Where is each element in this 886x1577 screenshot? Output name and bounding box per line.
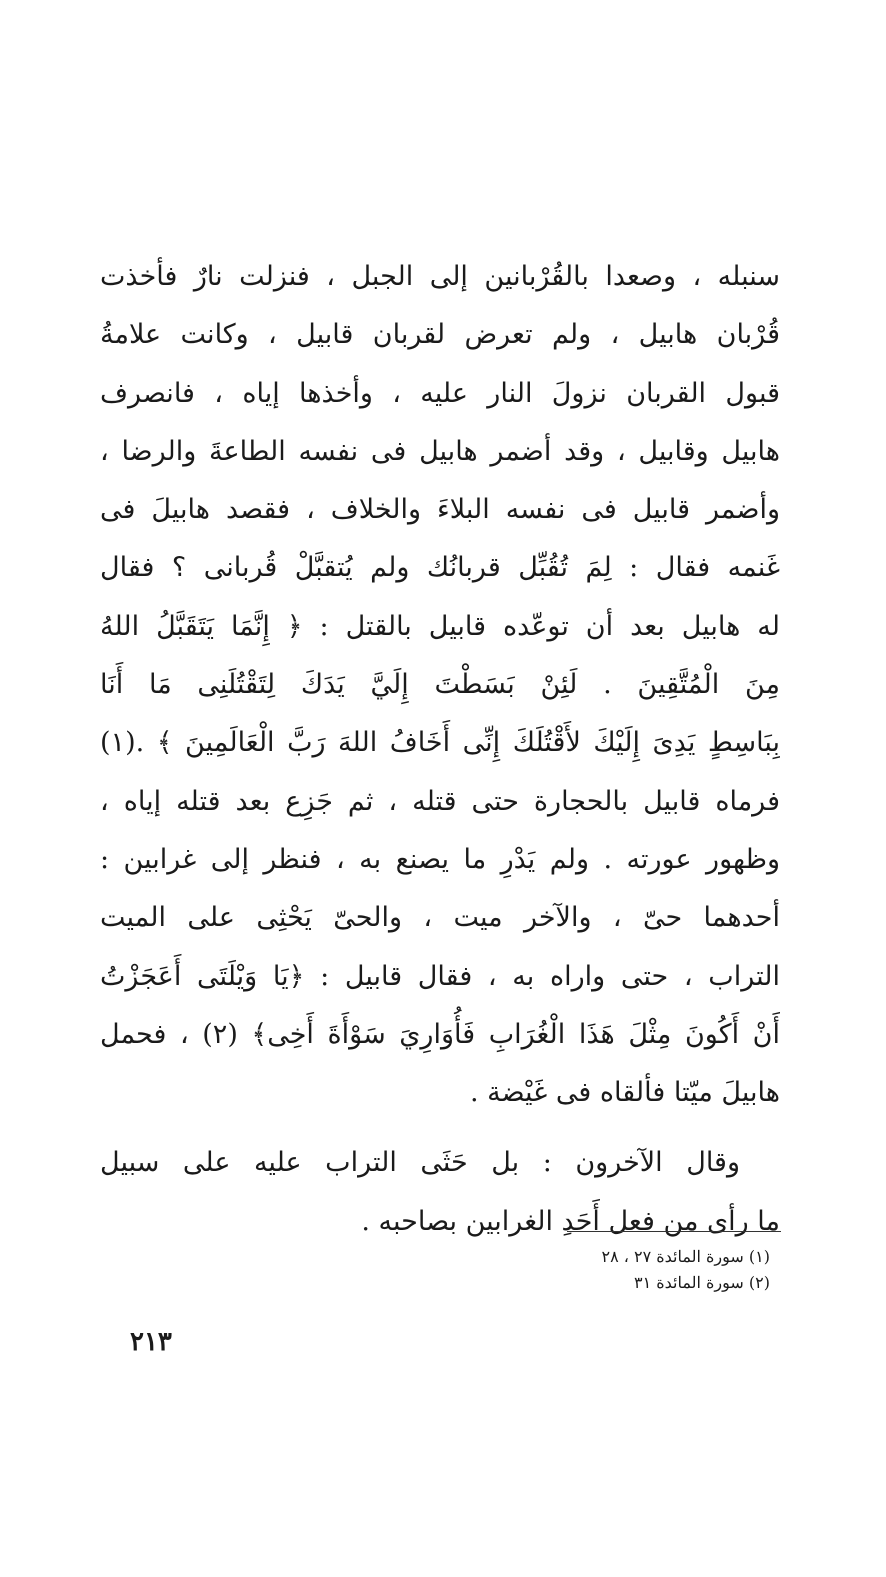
text-line: سنبله ، وصعدا بالقُرْبانين إلى الجبل ، فنزلت نارٌ فأخذت	[100, 261, 780, 292]
paragraph-2-line: وقال الآخرون : بل حَثَى التراب عليه على سبيل	[100, 1147, 740, 1179]
paragraph-2-line: ما رأى من فعل أَحَدِ الغرابين بصاحبه .	[361, 1205, 780, 1237]
text-line: أحدهما حىّ ، والآخر ميت ، والحىّ يَحْثِى على الميت	[100, 902, 780, 934]
text-line: غَنمه فقال : لِمَ تُقُبِّل قربانُك ولم يُتقبَّلْ قُربانى ؟ فقال	[100, 552, 780, 584]
text-line: فرماه قابيل بالحجارة حتى قتله ، ثم جَزِع بعد قتله إياه ،	[100, 785, 780, 817]
footnote-1: (١) سورة المائدة ٢٧ ، ٢٨	[601, 1247, 770, 1266]
quran-verse-line: له هابيل بعد أن توعّده قابيل بالقتل : ﴿ إِنَّمَا يَتَقَبَّلُ اللهُ	[100, 610, 780, 642]
text-line: وظهور عورته . ولم يَدْرِ ما يصنع به ، فنظر إلى غرابين :	[100, 843, 780, 875]
text-line: قُرْبان هابيل ، ولم تعرض لقربان قابيل ، وكانت علامةُ	[100, 319, 780, 351]
text-line: هابيلَ ميّتا فألقاه فى غَيْضة .	[469, 1077, 780, 1109]
quran-verse-line: أَنْ أَكُونَ مِثْلَ هَذَا الْغُرَابِ فَأُوَارِيَ سَوْأَةَ أَخِى﴾ (٢) ، فحمل	[100, 1018, 780, 1050]
text-line: هابيل وقابيل ، وقد أضمر هابيل فى نفسه الطاعةَ والرضا ،	[100, 435, 780, 467]
text-line: قبول القربان نزولَ النار عليه ، وأخذها إياه ، فانصرف	[100, 377, 780, 409]
footnote-2: (٢) سورة المائدة ٣١	[634, 1273, 770, 1292]
footnotes	[480, 1244, 770, 1296]
quran-verse-line: مِنَ الْمُتَّقِينَ . لَئِنْ بَسَطْتَ إِلَيَّ يَدَكَ لِتَقْتُلَنِى مَا أَنَا	[100, 669, 780, 701]
quran-verse-line: التراب ، حتى واراه به ، فقال قابيل : ﴿يَا وَيْلَتَى أَعَجَزْتُ	[100, 960, 780, 992]
page-number: ٢١٣	[130, 1327, 172, 1357]
footnote-divider	[567, 1231, 781, 1232]
text-line: وأضمر قابيل فى نفسه البلاءَ والخلاف ، فقصد هابيلَ فى	[100, 494, 780, 526]
quran-verse-line: بِبَاسِطٍ يَدِىَ إِلَيْكَ لأَقْتُلَكَ إِنِّى أَخَافُ اللهَ رَبَّ الْعَالَمِينَ ﴾ .(١)	[100, 727, 780, 759]
main-text	[100, 248, 780, 1251]
